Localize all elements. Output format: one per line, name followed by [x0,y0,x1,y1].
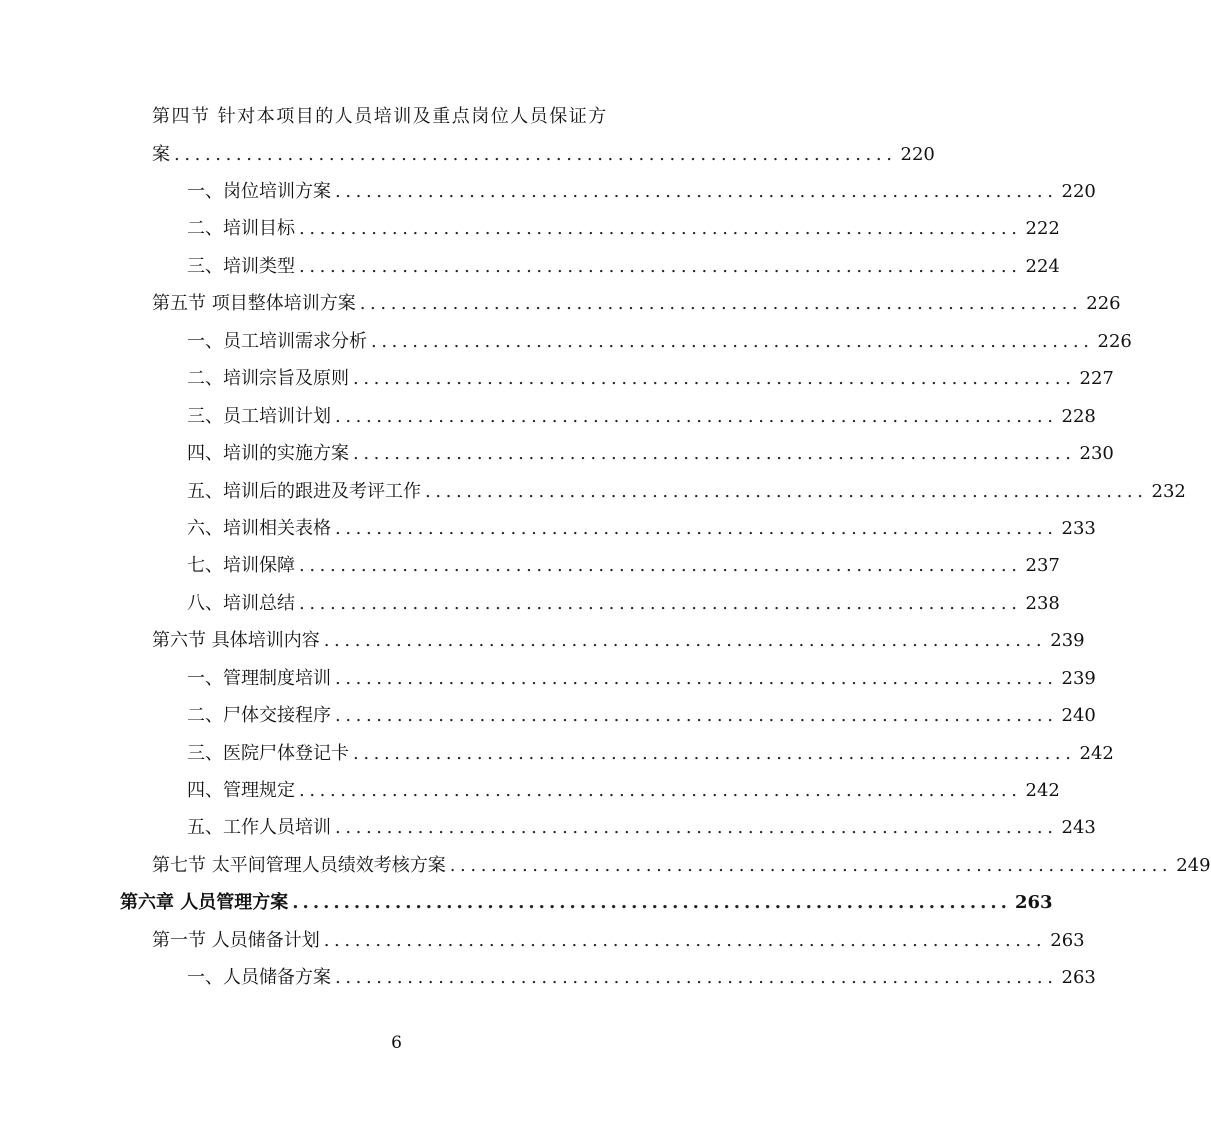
toc-entry[interactable] [0,402,1096,432]
dot-leader: ...................................................................... [299,780,1022,801]
toc-page-number: 230 [1079,443,1114,464]
toc-page-number: 220 [1061,181,1096,202]
toc-entry-title: 二、培训宗旨及原则 [187,368,349,389]
toc-page-number: 220 [900,144,935,165]
toc-page-number: 237 [1025,555,1060,576]
toc-entry-title: 五、培训后的跟进及考评工作 [187,481,421,502]
toc-entry[interactable] [0,589,1060,619]
toc-entry[interactable] [0,776,1060,806]
dot-leader: ...................................................................... [353,368,1076,389]
toc-entry[interactable] [0,327,1132,357]
toc-page-number: 239 [1050,630,1085,651]
toc-page-number: 227 [1079,368,1114,389]
toc-entry-title: 一、岗位培训方案 [187,181,331,202]
toc-entry-title: 七、培训保障 [187,555,295,576]
toc-entry-title: 第六节 具体培训内容 [152,630,320,651]
dot-leader: ...................................................................... [335,705,1058,726]
page-number-footer: 6 [391,1033,402,1053]
toc-entry[interactable] [0,551,1060,581]
toc-entry-title: 二、培训目标 [187,218,295,239]
toc-entry[interactable] [0,439,1114,469]
dot-leader: ...................................................................... [425,481,1148,502]
toc-entry[interactable] [0,214,1060,244]
toc-entry-title: 一、人员储备方案 [187,967,331,988]
toc-entry-title: 第一节 人员储备计划 [152,930,320,951]
toc-entry-title: 六、培训相关表格 [187,518,331,539]
toc-page-number: 238 [1025,593,1060,614]
toc-entry[interactable] [0,252,1060,282]
toc-entry-title: 三、员工培训计划 [187,406,331,427]
toc-entry[interactable] [0,289,1121,319]
toc-page-number: 242 [1025,780,1060,801]
dot-leader: ...................................................................... [371,331,1094,352]
toc-entry[interactable] [0,739,1114,769]
toc-entry-title: 八、培训总结 [187,593,295,614]
toc-entry-title: 第五节 项目整体培训方案 [152,293,356,314]
toc-entry-title: 三、医院尸体登记卡 [187,743,349,764]
dot-leader: ...................................................................... [335,967,1058,988]
toc-page-number: 226 [1097,331,1132,352]
toc-page-number: 224 [1025,256,1060,277]
toc-entry[interactable] [0,664,1096,694]
toc-page-number: 249 [1176,855,1211,876]
toc-page-number: 240 [1061,705,1096,726]
toc-entry-title: 二、尸体交接程序 [187,705,331,726]
dot-leader: ...................................................................... [174,144,897,165]
dot-leader: ...................................................................... [323,930,1047,951]
dot-leader: ...................................................................... [299,593,1022,614]
dot-leader: ...................................................................... [353,743,1076,764]
dot-leader: ...................................................................... [335,406,1058,427]
dot-leader: ...................................................................... [353,443,1076,464]
toc-entry-title: 五、工作人员培训 [187,817,331,838]
toc-entry-title: 四、培训的实施方案 [187,443,349,464]
toc-entry-title-line1: 第四节 针对本项目的人员培训及重点岗位人员保证方 [152,106,608,127]
toc-entry[interactable] [0,926,1085,956]
toc-entry[interactable] [0,701,1096,731]
toc-entry[interactable] [0,813,1096,843]
toc-entry[interactable] [0,477,1186,507]
toc-page-number: 239 [1061,668,1096,689]
toc-entry[interactable] [0,140,935,170]
toc-entry-title: 第七节 太平间管理人员绩效考核方案 [152,855,446,876]
toc-entry-title: 四、管理规定 [187,780,295,801]
toc-page-number: 226 [1086,293,1121,314]
dot-leader: ...................................................................... [335,668,1058,689]
toc-entry[interactable] [0,626,1085,656]
toc-page-number: 263 [1014,892,1053,913]
toc-entry[interactable] [0,851,1211,881]
toc-entry[interactable] [0,514,1096,544]
toc-entry-title: 一、管理制度培训 [187,668,331,689]
toc-page-number: 222 [1025,218,1060,239]
dot-leader: ...................................................................... [359,293,1083,314]
toc-page-number: 263 [1050,930,1085,951]
toc-entry-title: 一、员工培训需求分析 [187,331,367,352]
toc-page-number: 228 [1061,406,1096,427]
toc-page-number: 263 [1061,967,1096,988]
dot-leader: ...................................................................... [335,817,1058,838]
toc-entry[interactable] [0,364,1114,394]
toc-entry-title: 案 [152,144,170,165]
toc-page-number: 233 [1061,518,1096,539]
toc-entry-title: 第六章 人员管理方案 [120,892,289,913]
dot-leader: ...................................................................... [299,555,1022,576]
dot-leader: ...................................................................... [292,892,1011,913]
dot-leader: ...................................................................... [335,181,1058,202]
toc-entry[interactable] [0,963,1096,993]
dot-leader: ...................................................................... [299,218,1022,239]
toc-page-number: 232 [1151,481,1186,502]
toc-page-number: 242 [1079,743,1114,764]
dot-leader: ...................................................................... [335,518,1058,539]
dot-leader: ...................................................................... [299,256,1022,277]
dot-leader: ...................................................................... [323,630,1047,651]
toc-chapter-entry[interactable] [0,888,1053,918]
toc-page-number: 243 [1061,817,1096,838]
toc-entry[interactable] [0,177,1096,207]
toc-entry-title: 三、培训类型 [187,256,295,277]
dot-leader: ...................................................................... [449,855,1173,876]
